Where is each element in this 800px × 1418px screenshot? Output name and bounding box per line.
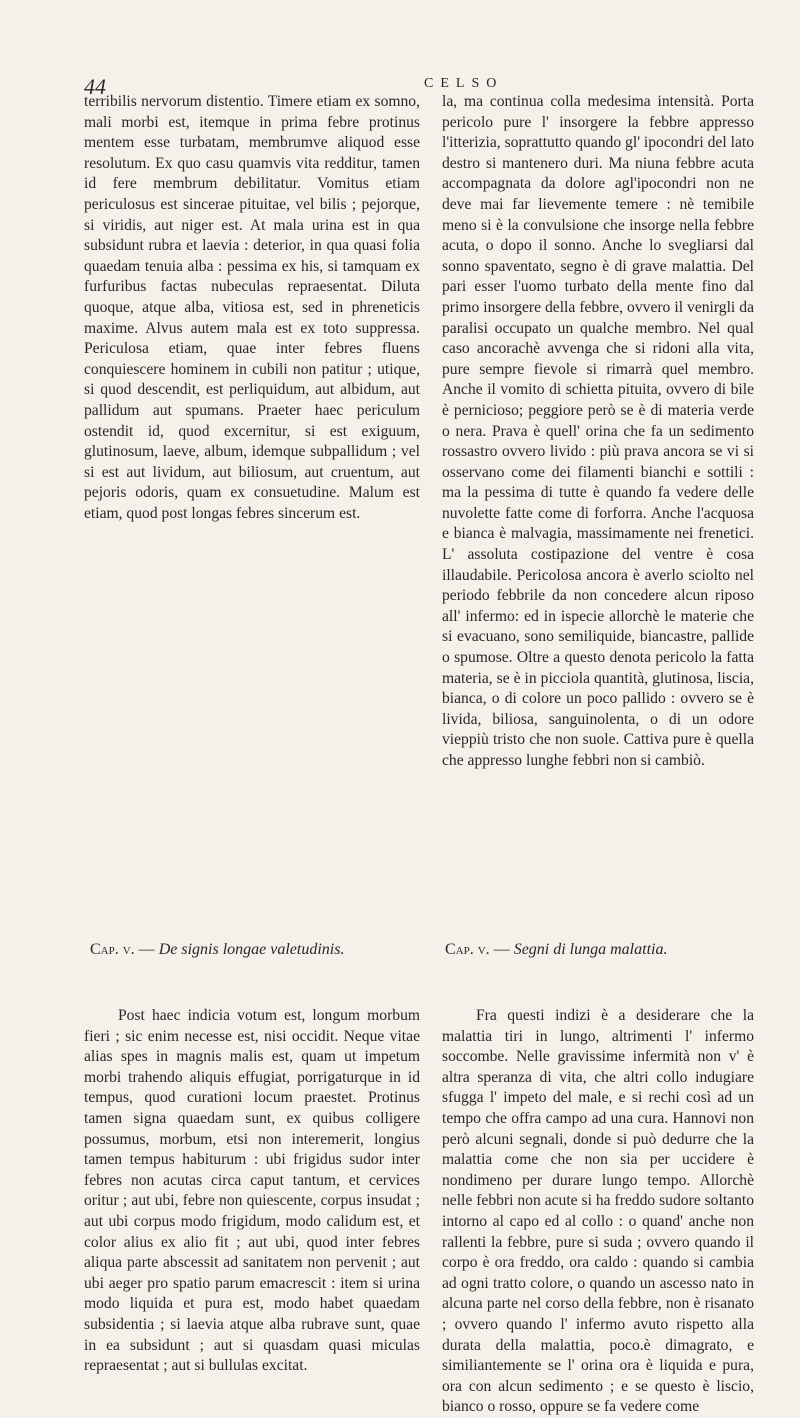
latin-paragraph-bottom: Post haec indicia votum est, longum morbum fieri ; sic enim necesse est, nisi occidit. Neque vitae alias spes in magnis malis est, quam ut impetum morbi trahendo aliquis effugiat, porrigaturque in id tempus, quod curationi locum praestet. Protinus tamen signa quaedam sunt, ex quibus colligere possumus, morbum, etsi non interemerit, longius tamen tempus habiturum : ubi frigidus sudor inter febres non acutas circa caput tantum, et cervices oritur ; aut ubi, febre non quiescente, corpus insudat ; aut ubi corpus modo frigidum, modo calidum est, et color alius ex alio fit ; aut ubi, quod inter febres aliqua parte abscessit ad sanitatem non pervenit ; aut ubi aeger pro spatio parum emacrescit : item si urina modo liquida et pura est, modo habet quaedam subsidentia ; si laevia atque alba rubrave sunt, quae in ea subsidunt ; aut si quasdam quasi miculas repraesentat ; aut si bullulas excitat. xyxy=(84,1007,420,1375)
latin-column-top xyxy=(84,92,420,524)
italian-column-bottom xyxy=(442,1006,754,1418)
chapter-title-italian: Segni di lunga malattia. xyxy=(513,941,668,958)
chapter-heading-latin xyxy=(90,940,344,960)
running-head: CELSO xyxy=(424,76,504,91)
chapter-label-italian: Cap. v. — xyxy=(445,941,510,958)
latin-column-bottom xyxy=(84,1006,420,1377)
italian-column-top xyxy=(442,92,754,772)
latin-paragraph-top: terribilis nervorum distentio. Timere etiam ex somno, mali morbi est, itemque in prima febre protinus mentem esse turbatam, membrumve aliquod esse resolutum. Ex quo casu quamvis vita redditur, tamen id fere membrum debilitatur. Vomitus etiam periculosus est sincerae pituitae, vel bilis ; pejorque, si viridis, aut niger est. At mala urina est in qua subsidunt rubra et laevia : deterior, in qua quasi folia quaedam tenuia alba : pessima ex his, si tamquam ex furfuribus factas nubeculas repraesentat. Diluta quoque, atque alba, vitiosa est, sed in phreneticis maxime. Alvus autem mala est ex toto suppressa. Periculosa etiam, quae inter febres fluens conquiescere hominem in cubili non patitur ; utique, si quod descendit, est perliquidum, aut albidum, aut pallidum aut spumans. Praeter haec periculum ostendit id, quod excernitur, si est exiguum, glutinosum, laeve, album, idemque subpallidum ; vel si est aut lividum, aut biliosum, aut cruentum, aut pejoris odoris, quam ex consuetudine. Malum est etiam, quod post longas febres sincerum est. xyxy=(84,93,420,522)
page-number: 44 xyxy=(84,74,106,99)
italian-paragraph-bottom: Fra questi indizi è a desiderare che la malattia tiri in lungo, altrimenti l' infermo soccombe. Nelle gravissime infermità non v' è altra speranza di vita, che altri collo indugiare sfugga l' impeto del male, e si rechi così ad un tempo che offra campo ad una cura. Hannovi non però alcuni segnali, donde si può dedurre che la malattia come che non sia per uccidere è nondimeno per durare lungo tempo. Allorchè nelle febbri non acute si ha freddo sudore soltanto intorno al capo ed al collo : o quand' anche non rallenti la febbre, pure si suda ; ovvero quando il corpo è ora freddo, ora caldo : quando si cambia ad ogni tratto colore, o quando un ascesso nato in alcuna parte nel corso della febbre, non è risanato ; ovvero quando l' infermo avuto rispetto alla durata della malattia, poco.è dimagrato, e similiantemente se l' orina ora è liquida e pura, ora con alcun sedimento ; e se questo è liscio, bianco o rosso, oppure se fa vedere come xyxy=(442,1007,754,1416)
chapter-heading-italian xyxy=(445,940,667,960)
italian-paragraph-top: la, ma continua colla medesima intensità. Porta pericolo pure l' insorgere la febbre appresso l'itterizia, soprattutto quando gl' ipocondri del lato destro si mantenero duri. Ma niuna febbre acuta accompagnata da dolore agl'ipocondri non ne deve mai far lievemente temere : nè temibile meno si è la convulsione che insorge nella febbre acuta, o dopo il sonno. Anche lo svegliarsi dal sonno spaventato, segno è di grave malattia. Del pari esser l'uomo turbato della mente fino dal primo insorgere della febbre, ovvero il venirgli da paralisi occupato un qualche membro. Nel qual caso ancorachè avvenga che si ridoni alla vita, pure sempre fievole si rimarrà quel membro. Anche il vomito di schietta pituita, ovvero di bile è pernicioso; peggiore però se è di materia verde o nera. Prava è quell' orina che fa un sedimento rossastro ovvero livido : più prava ancora se vi si osservano come dei filamenti bianchi e sottili : ma la pessima di tutte è quando fa vedere delle nuvolette fatte come di forforra. Anche l'acquosa e bianca è malvagia, massimamente nei frenetici. L' assoluta costipazione del ventre è cosa illaudabile. Pericolosa ancora è averlo sciolto nel periodo febbrile da non concedere alcun riposo all' infermo: ed in ispecie allorchè le materie che si evacuano, sono semiliquide, biancastre, pallide o spumose. Oltre a questo denota pericolo la fatta materia, se è in picciola quantità, glutinosa, liscia, bianca, o di colore un poco pallido : ovvero se è livida, biliosa, sanguinolenta, o di un odore vieppiù tristo che non suole. Cattiva pure è quella che appresso lunghe febbri non si cambiò. xyxy=(442,93,754,769)
chapter-label-latin: Cap. v. — xyxy=(90,941,155,958)
chapter-title-latin: De signis longae valetudinis. xyxy=(158,941,345,958)
